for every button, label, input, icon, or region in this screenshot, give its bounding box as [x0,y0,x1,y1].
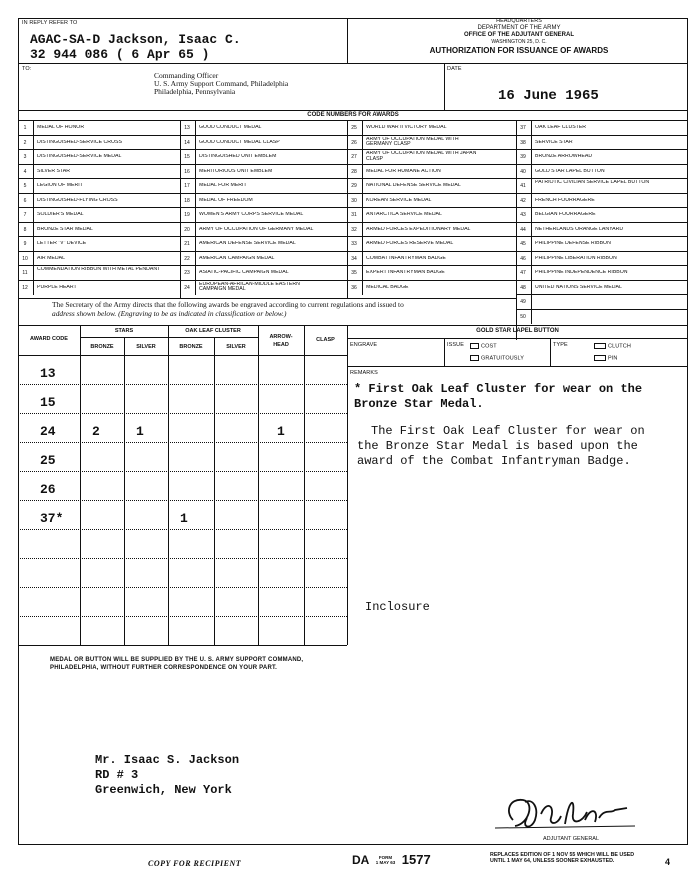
award-name: PHILIPPINE LIBERATION RIBBON [535,255,617,261]
copy-for-recipient: COPY FOR RECIPIENT [148,859,242,868]
service-number-line: 32 944 086 ( 6 Apr 65 ) [30,47,210,62]
award-row [18,482,347,511]
code-number: 38 [520,139,526,146]
code-number: 27 [351,154,357,160]
code-number: 30 [351,197,357,204]
code-number: 16 [184,168,190,175]
code-row [18,237,180,252]
adjutant-signature [495,790,645,840]
pin-label: PIN [608,355,618,362]
code-row [516,266,688,281]
code-row [180,179,347,194]
gratuitously-label: GRATUITOUSLY [481,355,525,362]
code-row [347,266,516,281]
award-name: PATRIOTIC CIVILIAN SERVICE LAPEL BUTTON [535,180,650,185]
code-row [347,223,516,238]
date-label: DATE [447,66,462,72]
code-number: 5 [23,183,27,189]
award-name: GOLD STAR LAPEL BUTTON [535,168,605,174]
code-row [516,208,688,223]
code-number: 37 [520,125,526,131]
award-name: DISTINGUISHED UNIT EMBLEM [199,154,277,159]
award-row [18,511,347,540]
hq-line: HEADQUARTERS [496,18,542,24]
award-name: COMMENDATION RIBBON WITH METAL PENDANT [37,267,161,272]
code-row [347,179,516,194]
gratuitously-option[interactable] [470,355,524,361]
code-row [18,281,180,296]
award-name: KOREAN SERVICE MEDAL [366,197,432,203]
award-row [18,453,347,482]
clutch-label: CLUTCH [608,343,631,350]
award-name: COMBAT INFANTRYMAN BADGE [366,255,446,261]
award-name: FRENCH FOURRAGERE [535,197,595,203]
hq-line: DEPARTMENT OF THE ARMY [477,25,561,31]
inclosure-note: Inclosure [365,600,430,614]
code-number: 28 [351,168,357,175]
code-row [18,208,180,223]
code-row [180,266,347,281]
code-number: 39 [520,154,526,160]
award-name: PHILIPPINE INDEPENDENCE RIBBON [535,270,628,275]
award-code: 24 [40,424,56,439]
form-number-block [352,851,431,869]
stars-silver-header: SILVER [136,344,156,350]
award-name: UNITED NATIONS SERVICE MEDAL [535,284,622,290]
code-number: 19 [184,212,190,218]
award-name: BELGIAN FOURRAGERE [535,212,596,217]
code-row [347,150,516,165]
code-number: 9 [23,241,27,247]
award-name: NATIONAL DEFENSE SERVICE MEDAL [366,183,461,188]
code-number: 11 [22,270,28,276]
oak-silver-header: SILVER [226,344,246,350]
code-row [347,194,516,209]
arrowhead-value: 1 [277,424,285,439]
code-number: 24 [184,284,190,291]
code-row [180,165,347,180]
type-label: TYPE [553,342,568,348]
code-number: 35 [351,270,357,276]
code-row [347,136,516,151]
remarks-line: Bronze Star Medal. [354,397,484,411]
code-row [180,136,347,151]
form-title: AUTHORIZATION FOR ISSUANCE OF AWARDS [429,46,609,55]
code-number: 17 [184,183,190,189]
code-row [18,121,180,136]
supply-note: MEDAL OR BUTTON WILL BE SUPPLIED BY THE U. S. ARMY SUPPORT COMMAND, PHILADELPHIA, WITHOUT FURTHER CORRESPONDENCE ON YOUR PART. [50,657,304,671]
code-row [516,194,688,209]
page-number: 4 [665,857,671,867]
code-row [516,310,688,325]
form-label-stack [376,855,396,865]
code-number: 23 [184,270,190,276]
award-name: SERVICE STAR [535,139,573,145]
cost-label: COST [481,343,497,350]
code-number: 10 [22,255,28,262]
award-code-header: AWARD CODE [30,336,68,342]
pin-option[interactable] [594,355,617,361]
code-number: 44 [520,226,526,233]
code-row [18,165,180,180]
code-number: 20 [184,226,190,233]
code-row [18,150,180,165]
codes-column-2 [180,121,347,295]
code-number: 40 [520,168,526,175]
stars-silver-value: 1 [136,424,144,439]
code-number: 18 [184,197,190,204]
hq-line: OFFICE OF THE ADJUTANT GENERAL [464,32,574,38]
cost-option[interactable] [470,343,497,349]
award-name: DISTINGUISHED-FLYING CROSS [37,197,118,203]
code-number: 21 [184,241,190,247]
award-name: WOMEN'S ARMY CORPS SERVICE MEDAL [199,212,304,217]
award-row [18,395,347,424]
award-row [18,424,347,453]
code-row [347,237,516,252]
code-number: 47 [520,270,526,276]
arrowhead-header: ARROW-HEAD [269,334,293,348]
code-row [516,252,688,267]
stars-bronze-header: BRONZE [90,344,114,350]
code-number: 33 [351,241,357,247]
code-row [347,281,516,296]
code-number: 50 [520,313,526,320]
address-line: Mr. Isaac S. Jackson [95,753,240,767]
award-name: EXPERT INFANTRYMAN BADGE [366,270,445,275]
code-row [516,295,688,310]
code-row [516,223,688,238]
hq-line: WASHINGTON 25, D. C. [491,39,547,45]
replaces-note: REPLACES EDITION OF 1 NOV 55 WHICH WILL BE USED UNTIL 1 MAY 64, UNLESS SOONER EXHAUSTED. [490,852,635,864]
award-name: ASIATIC-PACIFIC CAMPAIGN MEDAL [199,270,289,275]
code-number: 41 [520,183,526,189]
code-number: 36 [351,284,357,291]
form-label: FORM [378,854,393,860]
to-line: Philadelphia, Pennsylvania [154,87,236,96]
gratuitously-checkbox[interactable] [470,355,479,361]
code-row [18,179,180,194]
code-number: 14 [184,139,190,146]
code-number: 4 [23,168,27,175]
cost-checkbox[interactable] [470,343,479,349]
gold-star-title: GOLD STAR LAPEL BUTTON [476,328,559,334]
recipient-address [95,753,239,798]
code-row [180,150,347,165]
oak-bronze-header: BRONZE [179,344,203,350]
code-row [347,165,516,180]
clutch-checkbox[interactable] [594,343,606,349]
code-number: 25 [351,125,357,131]
code-row [180,194,347,209]
code-row [347,252,516,267]
award-name: MEDAL OF FREEDOM [199,197,253,203]
award-name: BRONZE ARROWHEAD [535,154,593,159]
code-row [347,121,516,136]
stars-bronze-value: 2 [92,424,100,439]
codes-column-3 [347,121,516,295]
engrave-label: ENGRAVE [350,342,378,348]
adjutant-title: ADJUTANT GENERAL [543,836,600,842]
award-code: 13 [40,366,56,381]
code-row [516,179,688,194]
code-row [516,121,688,136]
remarks-line: The First Oak Leaf Cluster for wear on [371,424,645,438]
code-number: 29 [351,183,357,189]
remarks-paragraph [357,424,645,469]
award-name: WORLD WAR II VICTORY MEDAL [366,125,447,130]
code-number: 3 [23,154,27,160]
award-name: BRONZE STAR MEDAL [37,226,93,232]
code-number: 1 [23,125,27,131]
code-row [516,237,688,252]
codes-column-1 [18,121,180,295]
award-name: PURPLE HEART [37,284,77,290]
address-line: Greenwich, New York [95,783,232,797]
award-name: PHILIPPINE DEFENSE RIBBON [535,241,611,246]
award-code: 15 [40,395,56,410]
headquarters-block [350,18,688,56]
code-number: 46 [520,255,526,262]
code-number: 34 [351,255,357,262]
award-name: AMERICAN CAMPAIGN MEDAL [199,255,275,261]
form-number: 1577 [401,852,431,867]
code-number: 13 [184,125,190,131]
remarks-label: REMARKS [350,370,378,376]
award-name: ARMED FORCES EXPEDITIONARY MEDAL [366,226,471,232]
remarks-line: * First Oak Leaf Cluster for wear on the [354,382,643,396]
award-name: DISTINGUISHED-SERVICE MEDAL [37,154,122,159]
stars-header: STARS [114,328,134,334]
award-code: 25 [40,453,56,468]
award-name: SOLDIER'S MEDAL [37,212,84,217]
code-number: 12 [22,284,28,291]
clasp-header: CLASP [316,337,335,343]
code-row [180,237,347,252]
instruction-line: The Secretary of the Army directs that the following awards be engraved according to current regulations and issued to [52,300,404,309]
code-number: 31 [351,212,357,218]
code-number: 48 [520,284,526,291]
award-code: 37* [40,511,64,526]
code-number: 15 [184,154,190,160]
codes-column-4 [516,121,688,324]
award-name: LETTER "V" DEVICE [37,241,87,246]
award-row [18,366,347,395]
award-name: MERITORIOUS UNIT EMBLEM [199,168,273,174]
award-name: SILVER STAR [37,168,70,174]
code-row [516,165,688,180]
award-name: LEGION OF MERIT [37,183,83,188]
award-name: DISTINGUISHED-SERVICE CROSS [37,139,122,145]
address-line: RD # 3 [95,768,139,782]
award-name: ARMY OF OCCUPATION OF GERMANY MEDAL [199,226,314,232]
issue-label: ISSUE [447,342,465,348]
award-name: ANTARCTICA SERVICE MEDAL [366,212,442,217]
code-row [180,223,347,238]
code-number: 42 [520,197,526,204]
remarks-line: the Bronze Star Medal is based upon the [357,439,638,453]
award-name: ARMY OF OCCUPATION MEDAL WITH GERMANY CLASP [366,136,459,147]
oak-leaf-header: OAK LEAF CLUSTER [185,328,241,334]
code-row [18,266,180,281]
remarks-text [354,382,642,412]
instructions [52,301,512,318]
codes-title: CODE NUMBERS FOR AWARDS [307,112,399,118]
clutch-option[interactable] [594,343,631,349]
award-name: MEDAL FOR MERIT [199,183,247,188]
award-name: MEDAL FOR HUMANE ACTION [366,168,441,174]
code-row [180,281,347,296]
code-row [347,208,516,223]
code-row [516,150,688,165]
code-number: 45 [520,241,526,247]
award-code: 26 [40,482,56,497]
reply-label: IN REPLY REFER TO [22,20,78,26]
code-number: 2 [23,139,27,146]
code-row [18,136,180,151]
code-row [180,121,347,136]
code-number: 49 [520,299,526,305]
code-number: 22 [184,255,190,262]
award-name: OAK LEAF CLUSTER [535,125,587,130]
code-number: 32 [351,226,357,233]
code-row [180,252,347,267]
award-name: AIR MEDAL [37,255,65,261]
code-row [516,281,688,296]
code-number: 8 [23,226,27,233]
remarks-line: award of the Combat Infantryman Badge. [357,454,631,468]
to-label: TO: [22,66,32,72]
to-line: Commanding Officer [154,71,219,80]
award-name: EUROPEAN-AFRICAN-MIDDLE EASTERN CAMPAIGN MEDAL [199,281,300,292]
instruction-line: address shown below. (Engraving to be as indicated in classification or below.) [52,308,287,318]
oak-bronze-value: 1 [180,511,188,526]
date-value: 16 June 1965 [498,88,599,104]
code-number: 7 [23,212,27,218]
award-name: ARMED FORCES RESERVE MEDAL [366,241,454,246]
award-name: GOOD CONDUCT MEDAL [199,125,262,130]
award-name: MEDAL OF HONOR [37,125,85,130]
award-name: MEDICAL BADGE [366,284,409,290]
code-row [516,136,688,151]
form-date: 1 MAY 63 [375,859,396,865]
to-address [154,72,288,96]
code-number: 6 [23,197,27,204]
code-row [18,223,180,238]
da-label: DA [352,853,370,867]
award-name: GOOD CONDUCT MEDAL CLASP [199,139,280,145]
award-name: NETHERLANDS ORANGE LANYARD [535,226,624,232]
code-row [180,208,347,223]
to-line: U. S. Army Support Command, Philadelphia [154,79,289,88]
pin-checkbox[interactable] [594,355,606,361]
award-name: ARMY OF OCCUPATION MEDAL WITH JAPAN CLASP [366,151,477,162]
reply-reference: AGAC-SA-D Jackson, Isaac C. [30,32,241,47]
code-number: 26 [351,139,357,146]
code-number: 43 [520,212,526,218]
award-name: AMERICAN DEFENSE SERVICE MEDAL [199,241,296,246]
code-row [18,194,180,209]
code-row [18,252,180,267]
